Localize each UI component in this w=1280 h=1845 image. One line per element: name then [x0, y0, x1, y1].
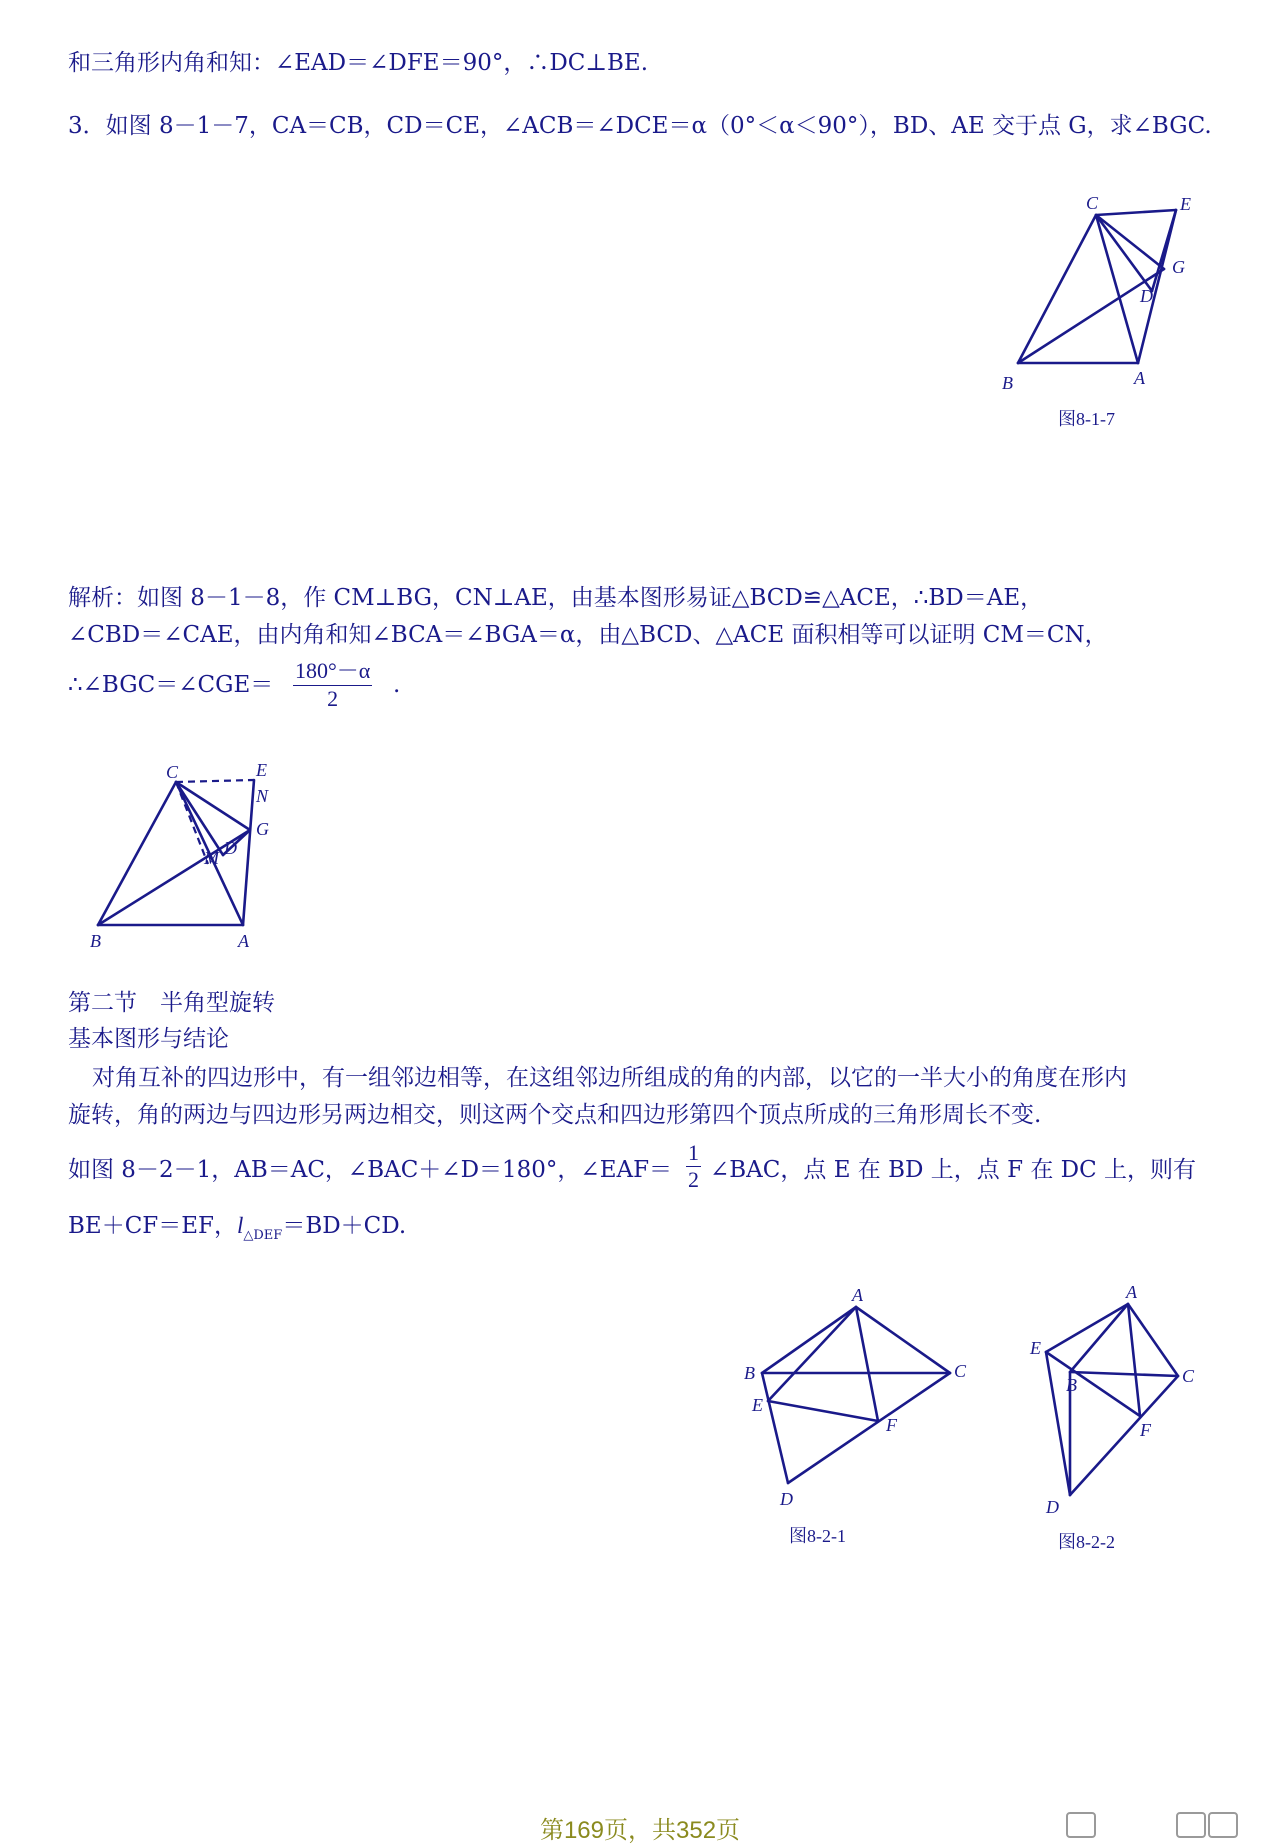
- figure-8-1-7-caption: 图8-1-7: [1058, 409, 1115, 429]
- fig817-label-g: G: [1172, 257, 1185, 277]
- fig821-label-a: A: [852, 1285, 863, 1305]
- solution-line-3: ∴∠BGC＝∠CGE＝: [68, 672, 274, 698]
- fig821-label-d: D: [780, 1489, 793, 1509]
- figure-8-2-1-caption: 图8-2-1: [789, 1526, 846, 1546]
- fig817-label-d: D: [1140, 286, 1153, 306]
- figure-8-1-8: [88, 760, 288, 960]
- section-subtitle: 基本图形与结论: [68, 1026, 229, 1052]
- fig822-label-d: D: [1046, 1497, 1059, 1517]
- fig818-label-b: B: [90, 931, 101, 951]
- fig822-label-b: B: [1066, 1375, 1077, 1395]
- paragraph-line-2: 旋转，角的两边与四边形另两边相交，则这两个交点和四边形第四个顶点所成的三角形周长不变.: [68, 1102, 1042, 1128]
- fig821-label-c: C: [954, 1361, 967, 1381]
- statement-line-2b: ＝BD＋CD.: [282, 1213, 407, 1239]
- view-toggle-button-3[interactable]: [1208, 1812, 1238, 1838]
- statement-line-2a: BE＋CF＝EF，: [68, 1213, 237, 1239]
- fraction-half-denominator: 2: [688, 1167, 699, 1192]
- fraction-180-alpha: [293, 654, 372, 712]
- fraction-denominator: 2: [327, 686, 339, 711]
- fig821-label-e: E: [752, 1395, 763, 1415]
- fig818-label-e: E: [256, 760, 267, 780]
- problem-3-statement: 3．如图 8－1－7，CA＝CB，CD＝CE，∠ACB＝∠DCE＝α（0°＜α＜90°），BD、AE 交于点 G，求∠BGC.: [68, 113, 1212, 139]
- fraction-one-half: [686, 1140, 701, 1193]
- page-number: 第169页，共352页: [539, 1817, 741, 1844]
- fig817-label-c: C: [1086, 193, 1099, 213]
- fig822-label-a: A: [1126, 1282, 1137, 1302]
- fig818-label-a: A: [238, 931, 249, 951]
- fig818-label-n: N: [256, 786, 269, 806]
- perimeter-l: l: [237, 1213, 244, 1238]
- figure-8-2-2-lines: [1046, 1304, 1178, 1495]
- fig817-label-b: B: [1002, 373, 1013, 393]
- text-line-1: 和三角形内角和知：∠EAD＝∠DFE＝90°，∴DC⊥BE.: [68, 50, 649, 76]
- figure-8-2-1: [740, 1285, 980, 1515]
- fig818-label-m: M: [204, 848, 219, 868]
- figure-8-2-2-caption: 图8-2-2: [1058, 1532, 1115, 1552]
- fig822-label-e: E: [1030, 1338, 1041, 1358]
- statement-line-2: [68, 1211, 406, 1245]
- fig818-label-d: D: [224, 838, 237, 858]
- fig818-label-g: G: [256, 819, 269, 839]
- fig821-label-b: B: [744, 1363, 755, 1383]
- figure-8-2-2: [1026, 1280, 1226, 1520]
- fig821-label-f: F: [886, 1415, 897, 1435]
- statement-line-1: 如图 8－2－1，AB＝AC，∠BAC＋∠D＝180°，∠EAF＝: [68, 1157, 673, 1183]
- fraction-half-numerator: 1: [688, 1140, 699, 1165]
- paragraph-line-1: 对角互补的四边形中，有一组邻边相等，在这组邻边所组成的角的内部，以它的一半大小的角度在形内: [92, 1065, 1127, 1091]
- view-toggle-button-2[interactable]: [1176, 1812, 1206, 1838]
- fig817-label-a: A: [1134, 368, 1145, 388]
- solution-line-2: ∠CBD＝∠CAE，由内角和知∠BCA＝∠BGA＝α，由△BCD、△ACE 面积相等可以证明 CM＝CN，: [68, 622, 1108, 648]
- figure-8-1-7: [1000, 195, 1220, 395]
- view-toggle-button-1[interactable]: [1066, 1812, 1096, 1838]
- fig817-label-e: E: [1180, 194, 1191, 214]
- perimeter-subscript: △DEF: [243, 1228, 283, 1243]
- solution-line-1: 解析：如图 8－1－8，作 CM⊥BG，CN⊥AE，由基本图形易证△BCD≌△ACE，∴BD＝AE，: [68, 585, 1044, 611]
- fig822-label-f: F: [1140, 1420, 1151, 1440]
- fraction-numerator: 180°－α: [295, 658, 371, 683]
- fig818-label-c: C: [166, 762, 179, 782]
- section-title: 第二节 半角型旋转: [68, 990, 275, 1016]
- solution-line-3-end: .: [393, 672, 401, 698]
- statement-line-1b: ∠BAC，点 E 在 BD 上，点 F 在 DC 上，则有: [710, 1157, 1196, 1183]
- figure-8-2-1-lines: [762, 1307, 950, 1483]
- fig822-label-c: C: [1182, 1366, 1195, 1386]
